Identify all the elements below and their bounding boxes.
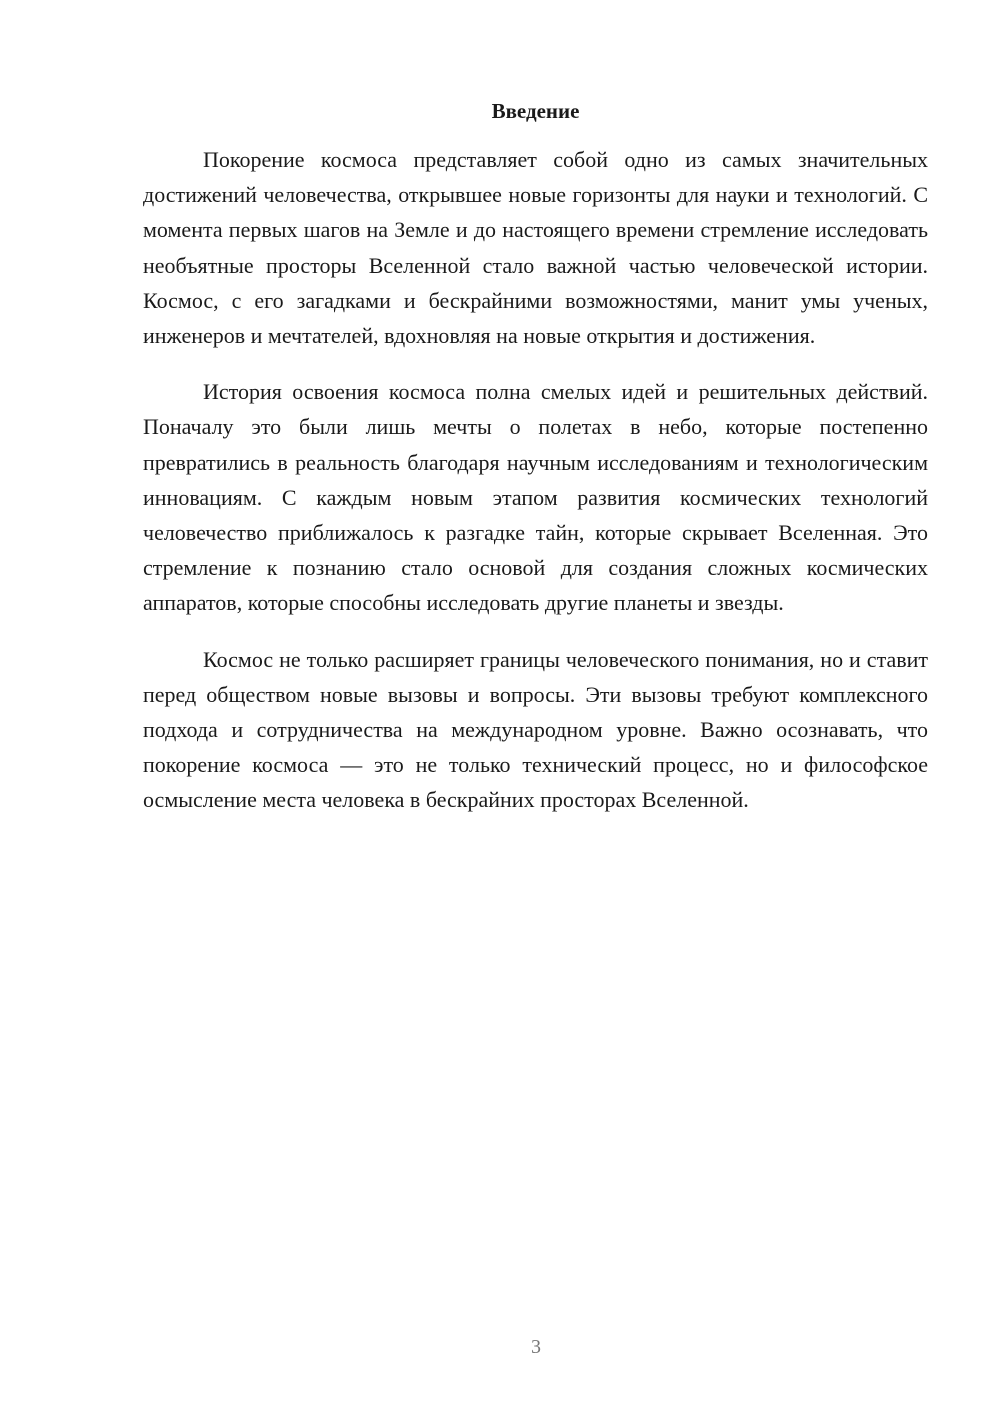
page-number: 3 <box>531 1336 541 1358</box>
paragraph-3: Космос не только расширяет границы человеческого понимания, но и ставит перед обществом новые вызовы и вопросы. Эти вызовы требуют комплексного подхода и сотрудничества на международном уровне. Важно осознавать, что покорение космоса — это не только технический процесс, но и философское осмысление места человека в бескрайних просторах Вселенной. <box>143 646 928 813</box>
page-title: Введение <box>491 99 580 123</box>
body-text <box>143 142 928 839</box>
paragraph-1: Покорение космоса представляет собой одно из самых значительных достижений человечества, открывшее новые горизонты для науки и технологий. С момента первых шагов на Земле и до настоящего времени стремление исследовать необъятные просторы Вселенной стало важной частью человеческой истории. Космос, с его загадками и бескрайними возможностями, манит умы ученых, инженеров и мечтателей, вдохновляя на новые открытия и достижения. <box>143 147 928 349</box>
paragraph-2: История освоения космоса полна смелых идей и решительных действий. Поначалу это были лишь мечты о полетах в небо, которые постепенно превратились в реальность благодаря научным исследованиям и технологическим инновациям. С каждым новым этапом развития космических технологий человечество приближалось к разгадке тайн, которые скрывает Вселенная. Это стремление к познанию стало основой для создания сложных космических аппаратов, которые способны исследовать другие планеты и звезды. <box>143 379 928 616</box>
